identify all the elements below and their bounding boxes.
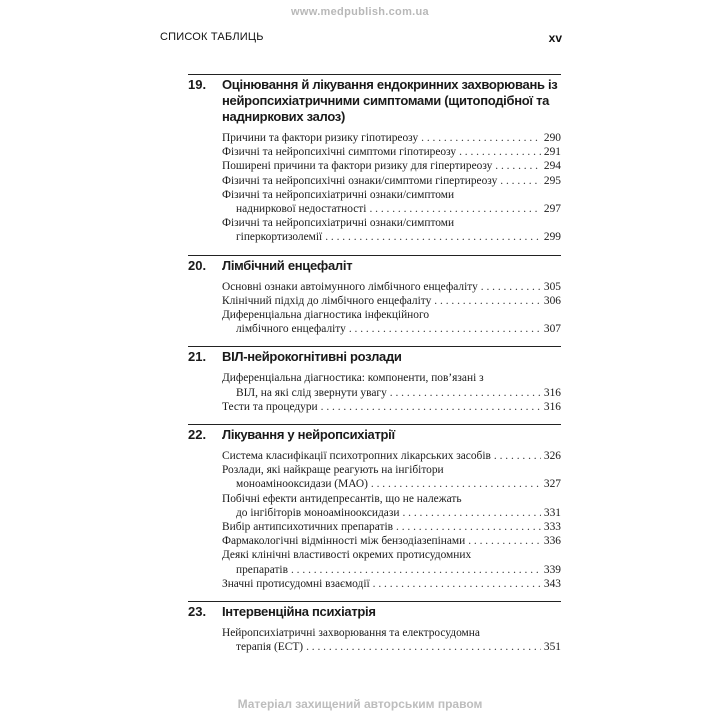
table-entry[interactable]: [222, 577, 561, 591]
dot-leader: [369, 202, 540, 216]
table-entry-title-line: моноамінооксидази (МАО): [236, 478, 368, 491]
chapter-section: [188, 255, 561, 337]
table-entry-leader-line: [222, 322, 561, 336]
table-entry-page-number: 291: [543, 146, 561, 159]
table-entry-leader-line: [222, 563, 561, 577]
table-entry-title-line: терапія (ЕСТ): [236, 641, 304, 654]
table-entry-page-number: 299: [543, 231, 561, 244]
table-entry-title-line: Нейропсихіатричні захворювання та електросудомна: [222, 627, 480, 640]
table-entry-list: [222, 280, 561, 337]
dot-leader: [495, 159, 541, 173]
table-entry[interactable]: [222, 159, 561, 173]
table-entry[interactable]: [222, 492, 561, 520]
table-entry[interactable]: [222, 626, 561, 654]
table-entry-title-line: гіперкортизолемії: [236, 231, 323, 244]
table-entry-title-line: Система класифікації психотропних лікарських засобів: [222, 450, 491, 463]
dot-leader: [421, 131, 541, 145]
table-entry-page-number: 333: [543, 521, 561, 534]
table-entry-title-line: Диференціальна діагностика інфекційного: [222, 309, 430, 322]
dot-leader: [481, 280, 541, 294]
table-entry[interactable]: [222, 294, 561, 308]
table-entry-title-line: Диференціальна діагностика: компоненти, пов’язані з: [222, 372, 484, 385]
chapter-heading: [188, 77, 561, 125]
chapter-number: 20.: [188, 257, 207, 273]
dot-leader: [459, 145, 541, 159]
dot-leader: [396, 520, 541, 534]
table-entry-title-line: Фізичні та нейропсихічні симптоми гіпотиреозу: [222, 146, 457, 159]
table-entry-page-number: 306: [543, 294, 561, 307]
table-entry-title-line: Вибір антипсихотичних препаратів: [222, 521, 393, 534]
chapter-heading: [188, 258, 561, 274]
table-entry-title-line: Тести та процедури: [222, 400, 318, 413]
chapter-title: Оцінювання й лікування ендокринних захворювань із нейропсихіатричними симптомами (щитоподібної та надниркових залоз): [222, 77, 558, 124]
table-entry-leader-line: [222, 640, 561, 654]
table-entry-leader-line: [222, 131, 561, 145]
table-entry[interactable]: [222, 449, 561, 463]
table-entry-title-line: Причини та фактори ризику гіпотиреозу: [222, 132, 419, 144]
table-entry[interactable]: [222, 174, 561, 188]
dot-leader: [373, 577, 541, 591]
table-entry-title-line: Поширені причини та фактори ризику для гіпертиреозу: [222, 160, 493, 173]
table-entry-title-line: Фізичні та нейропсихіатричні ознаки/симптоми: [222, 217, 455, 230]
chapter-number: 19.: [188, 77, 207, 92]
table-entry[interactable]: [222, 520, 561, 534]
table-entry-page-number: 351: [543, 641, 561, 654]
table-entry[interactable]: [222, 188, 561, 216]
chapter-title: Лікування у нейропсихіатрії: [222, 427, 395, 443]
table-entry[interactable]: [222, 548, 561, 576]
table-entry-leader-line: [222, 145, 561, 159]
table-entry-page-number: 307: [543, 323, 561, 336]
dot-leader: [402, 506, 540, 520]
table-entry-leader-line: [222, 400, 561, 414]
table-entry-leader-line: [222, 477, 561, 491]
chapter-title: ВІЛ-нейрокогнітивні розлади: [222, 349, 402, 365]
table-entry-page-number: 339: [543, 563, 561, 576]
table-entry-leader-line: [222, 202, 561, 216]
chapter-heading: [188, 427, 561, 443]
table-entry-page-number: 326: [543, 450, 561, 463]
table-entry-title-line: Побічні ефекти антидепресантів, що не належать: [222, 492, 462, 505]
table-entry-leader-line: [222, 506, 561, 520]
table-entry-title-line: до інгібіторів моноамінооксидази: [236, 506, 400, 519]
table-entry-leader-line: [222, 280, 561, 294]
table-entry-leader-line: [222, 386, 561, 400]
table-entry-title-line: Фізичні та нейропсихічні ознаки/симптоми гіпертиреозу: [222, 174, 498, 187]
table-entry-page-number: 343: [543, 577, 561, 590]
table-entry-page-number: 327: [543, 478, 561, 491]
table-entry[interactable]: [222, 463, 561, 491]
chapter-heading: [188, 349, 561, 365]
chapter-section: [188, 601, 561, 654]
dot-leader: [371, 477, 541, 491]
chapter-section: [188, 74, 561, 245]
running-head-title: СПИСОК ТАБЛИЦЬ: [160, 31, 264, 43]
table-entry[interactable]: [222, 131, 561, 145]
table-entry-title-line: Клінічний підхід до лімбічного енцефаліту: [222, 294, 432, 307]
table-entry-title-line: Значні протисудомні взаємодії: [222, 577, 370, 590]
table-entry-leader-line: [222, 577, 561, 591]
chapter-heading: [188, 604, 561, 620]
table-entry-leader-line: [222, 174, 561, 188]
table-entry-title-line: надниркової недостатності: [236, 203, 367, 216]
table-entry-title-line: Основні ознаки автоімунного лімбічного енцефаліту: [222, 280, 478, 293]
dot-leader: [390, 386, 541, 400]
dot-leader: [321, 400, 541, 414]
dot-leader: [306, 640, 541, 654]
table-of-contents: [188, 74, 561, 654]
table-entry[interactable]: [222, 216, 561, 244]
table-entry-title-line: лімбічного енцефаліту: [236, 323, 346, 336]
table-entry-page-number: 295: [543, 174, 561, 187]
chapter-number: 22.: [188, 427, 207, 443]
table-entry-page-number: 305: [543, 280, 561, 293]
table-entry-title-line: Деякі клінічні властивості окремих протисудомних: [222, 549, 472, 562]
table-entry-page-number: 316: [543, 400, 561, 413]
chapter-number: 23.: [188, 604, 207, 620]
watermark-top: www.medpublish.com.ua: [291, 6, 429, 18]
table-entry-leader-line: [222, 230, 561, 244]
dot-leader: [468, 534, 541, 548]
table-entry-title-line: Фармакологічні відмінності між бензодіазепінами: [222, 535, 466, 548]
table-entry[interactable]: [222, 400, 561, 414]
table-entry-title-line: препаратів: [236, 563, 288, 576]
table-entry-page-number: 331: [543, 506, 561, 519]
table-entry-leader-line: [222, 159, 561, 173]
table-entry-list: [222, 449, 561, 591]
watermark-bottom: Матеріал захищений авторським правом: [237, 697, 483, 711]
dot-leader: [349, 322, 541, 336]
chapter-title: Лімбічний енцефаліт: [222, 257, 353, 273]
chapter-title: Інтервенційна психіатрія: [222, 604, 376, 620]
table-entry-leader-line: [222, 449, 561, 463]
dot-leader: [291, 563, 541, 577]
table-entry-leader-line: [222, 520, 561, 534]
table-entry[interactable]: [222, 308, 561, 336]
table-entry-title-line: ВІЛ, на які слід звернути увагу: [236, 386, 387, 399]
chapter-number: 21.: [188, 349, 207, 365]
table-entry-page-number: 316: [543, 386, 561, 399]
chapter-section: [188, 346, 561, 414]
table-entry-page-number: 290: [543, 132, 561, 144]
table-entry[interactable]: [222, 371, 561, 399]
chapter-section: [188, 424, 561, 591]
table-entry-leader-line: [222, 534, 561, 548]
table-entry[interactable]: [222, 280, 561, 294]
table-entry-list: [222, 131, 561, 245]
table-entry-title-line: Розлади, які найкраще реагують на інгібітори: [222, 464, 444, 477]
table-entry-leader-line: [222, 294, 561, 308]
table-entry-page-number: 297: [543, 203, 561, 216]
table-entry-title-line: Фізичні та нейропсихіатричні ознаки/симптоми: [222, 188, 455, 201]
table-entry-list: [222, 371, 561, 414]
dot-leader: [494, 449, 541, 463]
dot-leader: [500, 174, 541, 188]
table-entry[interactable]: [222, 534, 561, 548]
dot-leader: [325, 230, 541, 244]
table-entry-page-number: 294: [543, 160, 561, 173]
table-entry-list: [222, 626, 561, 654]
running-head-page-number: xv: [548, 31, 562, 45]
table-entry-page-number: 336: [543, 535, 561, 548]
table-entry[interactable]: [222, 145, 561, 159]
dot-leader: [434, 294, 541, 308]
